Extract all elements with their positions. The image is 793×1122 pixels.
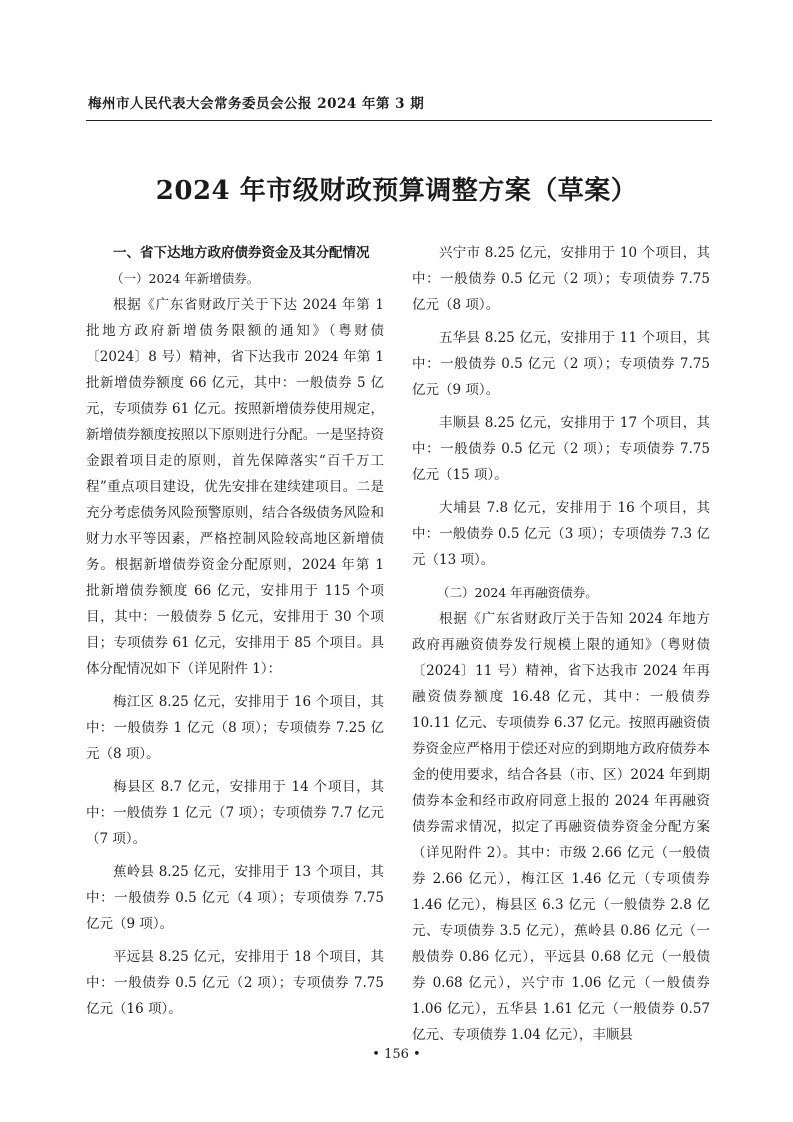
paragraph-wuhua: 五华县 8.25 亿元，安排用于 11 个项目，其中：一般债券 0.5 亿元（2 项）；专项债券 7.75 亿元（9 项）。 <box>412 330 710 398</box>
running-header: 梅州市人民代表大会常务委员会公报 2024 年第 3 期 <box>88 96 425 112</box>
subsection-heading-new-bonds: （一）2024 年新增债券。 <box>111 271 260 286</box>
paragraph-dabu: 大埔县 7.8 亿元，安排用于 16 个项目，其中：一般债券 0.5 亿元（3 项）；专项债券 7.3 亿元（13 项）。 <box>412 500 710 568</box>
paragraph-pingyuan: 平远县 8.25 亿元，安排用于 18 个项目，其中：一般债券 0.5 亿元（2 项）；专项债券 7.75 亿元（16 项）。 <box>86 949 384 1017</box>
left-column <box>86 240 384 1022</box>
section-heading-1: 一、省下达地方政府债券资金及其分配情况 <box>113 245 370 261</box>
paragraph-meijiang: 梅江区 8.25 亿元，安排用于 16 个项目，其中：一般债券 1 亿元（8 项）；专项债券 7.25 亿元（8 项）。 <box>86 694 384 762</box>
header-rule <box>86 120 712 121</box>
document-title: 2024 年市级财政预算调整方案（草案） <box>155 176 638 206</box>
subsection-heading-refinancing-bonds: （二）2024 年再融资债券。 <box>437 585 598 600</box>
paragraph-meixian: 梅县区 8.7 亿元，安排用于 14 个项目，其中：一般债券 1 亿元（7 项）；专项债券 7.7 亿元（7 项）。 <box>86 779 384 847</box>
paragraph-xingning: 兴宁市 8.25 亿元，安排用于 10 个项目，其中：一般债券 0.5 亿元（2 项）；专项债券 7.75 亿元（8 项）。 <box>412 245 710 313</box>
page-number: • 156 • <box>372 1047 421 1062</box>
paragraph-refinancing-allocation: 根据《广东省财政厅关于告知 2024 年地方政府再融资债券发行规模上限的通知》（粤财债〔2024〕11 号）精神，省下达我市 2024 年再融资债券额度 16.48 亿元，其中：一般债券 10.11 亿元、专项债券 6.37 亿元。按照再融资债券资金应严格用于偿还对应的到期地方政府债券本金的使用要求，结合各县（市、区）2024 年到期债券本金和经市政府同意上报的 2024 年再融资债券需求情况，拟定了再融资债券资金分配方案（详见附件 2）。其中：市级 2.66 亿元（一般债券 2.66 亿元），梅江区 1.46 亿元（专项债券 1.46 亿元），梅县区 6.3 亿元（一般债券 2.8 亿元、专项债券 3.5 亿元），蕉岭县 0.86 亿元（一般债券 0.86 亿元），平远县 0.68 亿元（一般债券 0.68 亿元），兴宁市 1.06 亿元（一般债券 1.06 亿元），五华县 1.61 亿元（一般债券 0.57 亿元、专项债券 1.04 亿元），丰顺县 <box>412 611 710 1043</box>
paragraph-new-bond-allocation: 根据《广东省财政厅关于下达 2024 年第 1 批地方政府新增债务限额的通知》（粤财债〔2024〕8 号）精神，省下达我市 2024 年第 1 批新增债券额度 66 亿元，其中：一般债券 5 亿元，专项债券 61 亿元。按照新增债券使用规定，新增债券额度按照以下原则进行分配。一是坚持资金跟着项目走的原则，首先保障落实“百千万工程”重点项目建设，优先安排在建续建项目。二是充分考虑债务风险预警原则，结合各级债务风险和财力水平等因素，严格控制风险较高地区新增债务。根据新增债券资金分配原则，2024 年第 1 批新增债券额度 66 亿元，安排用于 115 个项目，其中：一般债券 5 亿元，安排用于 30 个项目；专项债券 61 亿元，安排用于 85 个项目。具体分配情况如下（详见附件 1）： <box>86 297 384 677</box>
paragraph-jiaoling: 蕉岭县 8.25 亿元，安排用于 13 个项目，其中：一般债券 0.5 亿元（4 项）；专项债券 7.75 亿元（9 项）。 <box>86 864 384 932</box>
right-column <box>412 240 710 1048</box>
paragraph-fengshun: 丰顺县 8.25 亿元，安排用于 17 个项目，其中：一般债券 0.5 亿元（2 项）；专项债券 7.75 亿元（15 项）。 <box>412 415 710 483</box>
